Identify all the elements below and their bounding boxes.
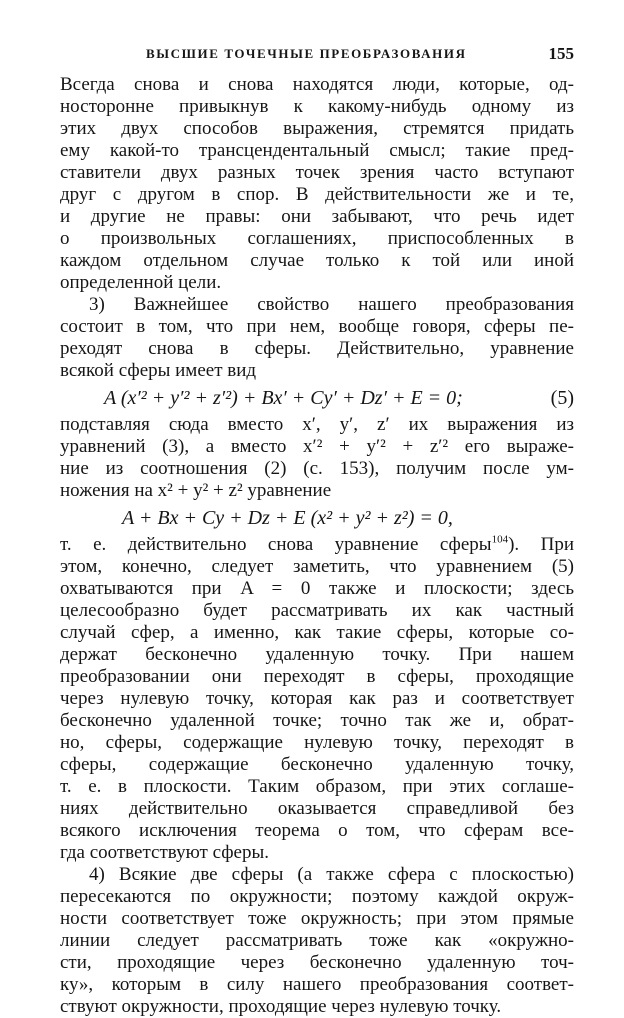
text-line: и другие не правы: они забывают, что речь идет (60, 206, 574, 227)
equation-formula: A (x′² + y′² + z′²) + Bx′ + Cy′ + Dz′ + E = 0; (104, 387, 463, 409)
text-line: ему какой-то трансцендентальный смысл; такие пред- (60, 140, 574, 161)
text-line-with-footnote (60, 534, 574, 556)
text-line: но, сферы, содержащие нулевую точку, переходят в (60, 732, 574, 753)
text-fragment: т. е. действительно снова уравнение сферы (60, 534, 492, 555)
text-line: всякой сферы имеет вид (60, 360, 257, 381)
text-line: ку», которым в силу нашего преобразования соответ- (60, 974, 574, 995)
text-line: всякого исключения теорема о том, что сферам все- (60, 820, 574, 841)
text-line: гда соответствуют сферы. (60, 842, 269, 863)
text-line: ножения на x² + y² + z² уравнение (60, 480, 332, 501)
text-line: 4) Всякие две сферы (а также сфера с плоскостью) (89, 864, 574, 885)
text-line: 3) Важнейшее свойство нашего преобразования (89, 294, 574, 315)
running-title: ВЫСШИЕ ТОЧЕЧНЫЕ ПРЕОБРАЗОВАНИЯ (146, 46, 467, 61)
text-line: сферы, содержащие бесконечно удаленную точку, (60, 754, 574, 775)
equation-formula: A + Bx + Cy + Dz + E (x² + y² + z²) = 0, (122, 507, 453, 529)
text-line: сти, проходящие через бесконечно удаленную точ- (60, 952, 574, 973)
text-line: этих двух способов выражения, стремятся придать (60, 118, 574, 139)
text-line: ниях действительно оказывается справедливой без (60, 798, 574, 819)
text-line: держат бесконечно удаленную точку. При нашем (60, 644, 574, 665)
text-line: через нулевую точку, которая как раз и соответствует (60, 688, 574, 709)
page-number: 155 (548, 44, 574, 63)
text-line: ствуют окружности, проходящие через нулевую точку. (60, 996, 502, 1017)
text-line: ставители двух разных точек зрения часто вступают (60, 162, 574, 183)
text-line: целесообразно будет рассматривать их как частный (60, 600, 574, 621)
text-line: ние из соотношения (2) (с. 153), получим после ум- (60, 458, 574, 479)
text-line: Всегда снова и снова находятся люди, которые, од- (60, 74, 574, 95)
text-line: реходят снова в сферы. Действительно, уравнение (60, 338, 574, 359)
footnote-marker: 104 (491, 533, 509, 546)
page-body (60, 74, 574, 1018)
text-line: носторонне привыкнув к какому-нибудь одному из (60, 96, 574, 117)
text-line: ности соответствует тоже окружность; при этом прямые (60, 908, 574, 929)
page-header (60, 44, 574, 70)
text-line: состоит в том, что при нем, вообще говоря, сферы пе- (60, 316, 574, 337)
text-line: подставляя сюда вместо x′, y′, z′ их выражения из (60, 414, 574, 435)
text-line: случай сфер, а именно, как такие сферы, которые со- (60, 622, 574, 643)
text-line: бесконечно удаленной точке; точно так же и, обрат- (60, 710, 574, 731)
text-line: охватываются при A = 0 также и плоскости; здесь (60, 578, 574, 599)
text-line: преобразовании они переходят в сферы, проходящие (60, 666, 574, 687)
text-line: линии следует рассматривать тоже как «окружно- (60, 930, 574, 951)
text-fragment: ). При (508, 534, 574, 555)
text-line: каждом отдельном случае только к той или иной (60, 250, 574, 271)
equation-5 (60, 382, 574, 414)
text-line: о произвольных соглашениях, приспособленных в (60, 228, 574, 249)
text-line: друг с другом в спор. В действительности же и те, (60, 184, 574, 205)
text-line: определенной цели. (60, 272, 222, 293)
text-line: уравнений (3), а вместо x′² + y′² + z′² его выраже- (60, 436, 574, 457)
text-line: этом, конечно, следует заметить, что уравнением (5) (60, 556, 574, 577)
text-line: пересекаются по окружности; поэтому каждой окруж- (60, 886, 574, 907)
text-line: т. е. в плоскости. Таким образом, при этих соглаше- (60, 776, 574, 797)
equation-sphere (60, 502, 574, 534)
equation-number: (5) (550, 387, 574, 409)
